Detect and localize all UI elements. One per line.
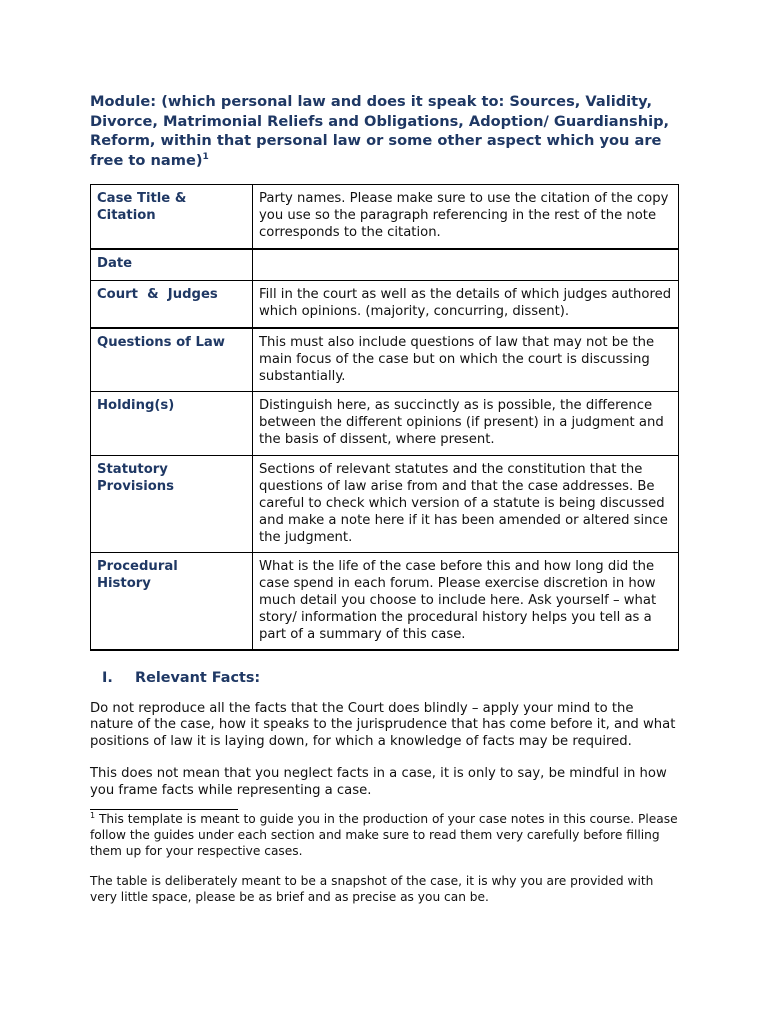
row-value[interactable]: Party names. Please make sure to use the citation of the copy you use so the paragraph referencing in the rest of the note corresponds to the citation. <box>253 185 679 249</box>
facts-paragraph: Do not reproduce all the facts that the Court does blindly – apply your mind to the nature of the case, how it speaks to the jurisprudence that has come before it, and what positions of law it is laying down, for which a knowledge of facts may be required. <box>90 701 676 749</box>
table-row-date <box>91 249 679 281</box>
row-label: Questions of Law <box>91 328 253 392</box>
row-value[interactable] <box>253 249 679 281</box>
row-label: Procedural History <box>91 553 253 651</box>
footnote-text: This template is meant to guide you in the production of your case notes in this course. Please follow the guides under each section and make sure to read them very carefully before filling them up for your respective cases. <box>90 812 678 858</box>
module-heading-text: Module: (which personal law and does it speak to: Sources, Validity, Divorce, Matrimonial Reliefs and Obligations, Adoption/ Guardianship, Reform, within that personal law or some other aspect which you are free to name) <box>90 93 670 169</box>
row-label: Date <box>91 249 253 281</box>
footnote-extra: The table is deliberately meant to be a snapshot of the case, it is why you are provided with very little space, please be as brief and as precise as you can be. <box>90 874 654 905</box>
footnote-reference[interactable]: 1 <box>202 151 209 162</box>
row-label: Case Title & Citation <box>91 185 253 249</box>
section-numeral: I. <box>102 670 113 686</box>
row-value[interactable]: Distinguish here, as succinctly as is possible, the difference between the different opinions (if present) in a judgment and the basis of dissent, where present. <box>253 392 679 456</box>
row-label: Holding(s) <box>91 392 253 456</box>
table-row-case-title <box>91 185 679 249</box>
table-row-questions-of-law <box>91 328 679 392</box>
section-title: Relevant Facts: <box>135 670 261 686</box>
footnote-separator <box>90 809 238 810</box>
row-value[interactable]: What is the life of the case before this and how long did the case spend in each forum. Please exercise discretion in how much detail you choose to include here. Ask yourself – what story/ information the procedural history helps you tell as a part of a summary of this case. <box>253 553 679 651</box>
row-value[interactable]: Fill in the court as well as the details of which judges authored which opinions. (majority, concurring, dissent). <box>253 281 679 328</box>
footnote <box>90 812 678 859</box>
row-label: Court & Judges <box>91 281 253 328</box>
section-heading-relevant-facts <box>102 669 678 687</box>
footnote-mark: 1 <box>90 810 96 820</box>
facts-paragraph: This does not mean that you neglect facts in a case, it is only to say, be mindful in how you frame facts while representing a case. <box>90 766 667 798</box>
document-page <box>90 92 678 906</box>
table-row-holdings <box>91 392 679 456</box>
row-value[interactable]: Sections of relevant statutes and the constitution that the questions of law arise from and that the case addresses. Be careful to check which version of a statute is being discussed and make a note here if it has been amended or altered since the judgment. <box>253 456 679 553</box>
case-summary-table <box>90 184 679 651</box>
table-row-procedural-history <box>91 553 679 651</box>
module-heading <box>90 92 678 170</box>
row-label: Statutory Provisions <box>91 456 253 553</box>
table-row-court-judges <box>91 281 679 328</box>
table-row-statutory-provisions <box>91 456 679 553</box>
row-value[interactable]: This must also include questions of law that may not be the main focus of the case but on which the court is discussing substantially. <box>253 328 679 392</box>
